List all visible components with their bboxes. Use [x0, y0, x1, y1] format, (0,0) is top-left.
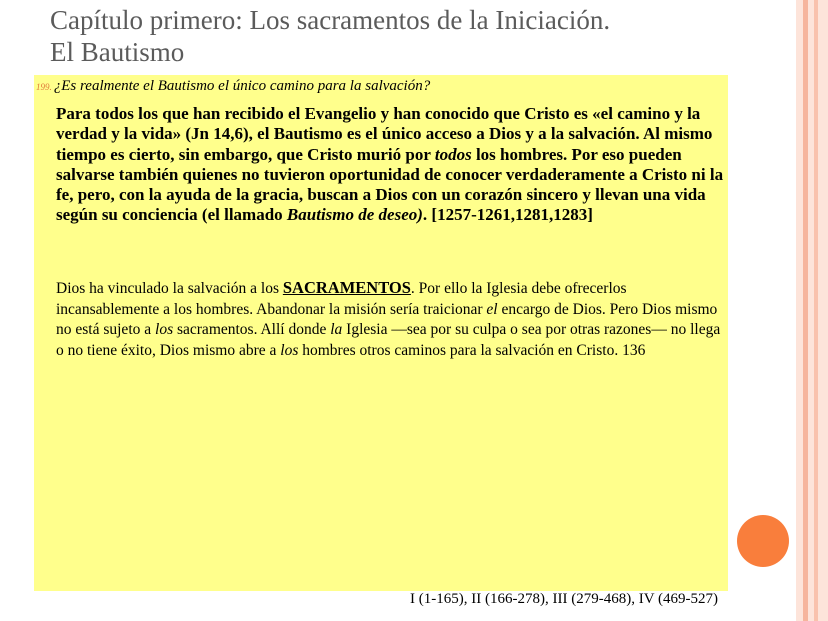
answer-bold-paragraph: [56, 104, 728, 226]
slide-title-line-1: Capítulo primero: Los sacramentos de la Iniciación.: [50, 5, 611, 35]
bold-text-3: . [1257-1261,1281,1283]: [422, 205, 593, 225]
part-index-footer: I (1-165), II (166-278), III (279-468), IV (469-527): [410, 591, 718, 607]
reference-number: 136: [622, 341, 646, 359]
italic-los-2: los: [280, 341, 299, 359]
question-heading: [36, 78, 726, 95]
italic-el: el: [486, 300, 498, 318]
normal-text-5: Iglesia —sea por su culpa o sea por otras razones— no llega o no tiene éxito, Dios mismo abre a: [56, 321, 721, 359]
content-box: [34, 75, 728, 591]
question-text: ¿Es realmente el Bautismo el único camino para la salvación?: [53, 78, 431, 94]
normal-text-6: hombres otros caminos para la salvación en Cristo.: [298, 341, 623, 359]
bold-text-2: los hombres. Por eso pueden salvarse también quienes no tuvieron oportunidad de conocer verdaderamente a Cristo ni la fe, pero, con la ayuda de la gracia, buscan a Dios con un corazón sincero y llevan una vida según su conciencia (el llamado: [56, 144, 724, 225]
slide-title-line-2: El Bautismo: [50, 37, 185, 67]
italic-los-1: los: [155, 321, 174, 338]
decorative-stripe-1: [796, 0, 803, 621]
slide-title: [50, 4, 750, 68]
sacramentos-link[interactable]: SACRAMENTOS: [282, 278, 411, 297]
decorative-orange-circle: [737, 515, 789, 567]
bold-italic-bautismo-deseo: Bautismo de deseo): [286, 205, 423, 225]
bold-text-1: Para todos los que han recibido el Evangelio y han conocido que Cristo es «el camino y la verdad y la vida» (Jn 14,6), el Bautismo es el único acceso a Dios y a la salvación. Al mismo tiempo es cierto, sin embargo, que Cristo murió por: [56, 104, 713, 164]
normal-text-1: Dios ha vinculado la salvación a los: [56, 280, 283, 297]
normal-text-2: . Por ello la Iglesia debe ofrecerlos incansablemente a los hombres. Abandonar la misión sería traicionar: [56, 280, 627, 318]
decorative-stripe-5: [818, 0, 828, 621]
normal-text-3: encargo de Dios. Pero Dios mismo no está sujeto a: [56, 300, 718, 338]
bold-italic-todos: todos: [434, 144, 472, 164]
answer-normal-paragraph: [56, 278, 724, 361]
italic-la: la: [330, 321, 343, 338]
question-number: 199.: [36, 82, 52, 92]
normal-text-4: sacramentos. Allí donde: [173, 321, 331, 338]
